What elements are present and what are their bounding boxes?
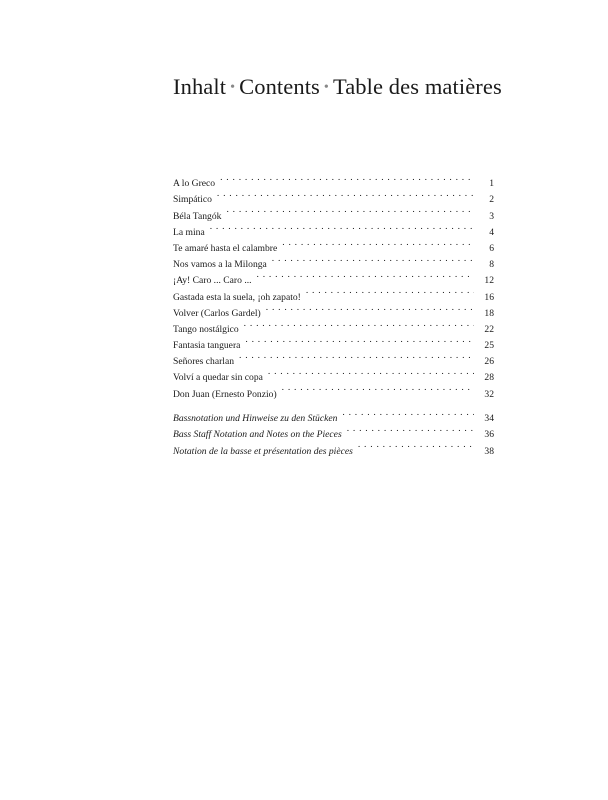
dot-leader [226,202,474,218]
toc-entry-page: 22 [484,323,494,335]
table-of-contents [173,170,494,400]
toc-entry-title: Volver (Carlos Gardel) [173,307,261,319]
toc-entry-title: Béla Tangók [173,210,222,222]
title-german: Inhalt [173,74,227,99]
dot-leader [347,421,474,437]
toc-entry[interactable] [173,170,494,190]
dot-leader [358,437,474,453]
dot-leader [282,380,474,396]
toc-entry-page: 26 [484,356,494,368]
title-english: Contents [239,74,320,99]
dot-leader [217,186,474,202]
toc-entry-page: 6 [489,242,494,254]
toc-entry-title: Tango nostálgico [173,323,239,335]
title-separator: • [323,80,329,95]
toc-entry-page: 12 [484,275,494,287]
dot-leader [239,348,474,364]
dot-leader [220,170,474,186]
dot-leader [342,405,474,421]
toc-entry-title: Volví a quedar sin copa [173,372,263,384]
toc-entry-title: Gastada esta la suela, ¡oh zapato! [173,291,301,303]
appendix-contents [173,405,494,457]
appendix-entry[interactable] [173,405,494,425]
toc-entry-page: 8 [489,259,494,271]
toc-entry-title: Don Juan (Ernesto Ponzio) [173,388,277,400]
toc-entry-page: 28 [484,372,494,384]
appendix-entry-title: Bass Staff Notation and Notes on the Pieces [173,429,342,441]
toc-entry-title: La mina [173,226,205,238]
toc-entry-title: Te amaré hasta el calambre [173,242,278,254]
toc-entry[interactable] [173,202,494,222]
toc-entry-page: 18 [484,307,494,319]
dot-leader [282,235,474,251]
dot-leader [244,316,474,332]
dot-leader [245,332,474,348]
toc-entry-page: 25 [484,340,494,352]
toc-entry-page: 16 [484,291,494,303]
dot-leader [210,219,474,235]
dot-leader [268,364,474,380]
dot-leader [266,300,474,316]
toc-entry-page: 3 [489,210,494,222]
toc-entry[interactable] [173,219,494,238]
dot-leader [257,267,474,283]
appendix-entry-page: 34 [484,413,494,425]
toc-entry-title: Simpático [173,194,212,206]
toc-entry-page: 2 [489,194,494,206]
toc-entry-title: ¡Ay! Caro ... Caro ... [173,275,252,287]
appendix-entry-title: Bassnotation und Hinweise zu den Stücken [173,413,338,425]
page-title [173,74,502,100]
appendix-entry-page: 36 [484,429,494,441]
toc-entry-title: Señores charlan [173,356,235,368]
dot-leader [272,251,474,267]
toc-entry-page: 4 [489,226,494,238]
toc-entry-title: A lo Greco [173,178,216,190]
toc-entry-title: Nos vamos a la Milonga [173,259,267,271]
appendix-entry-page: 38 [484,445,494,457]
toc-entry-title: Fantasia tanguera [173,340,241,352]
dot-leader [306,283,474,299]
toc-entry-page: 1 [489,178,494,190]
title-separator: • [230,80,236,95]
title-french: Table des matières [332,74,502,99]
toc-entry[interactable] [173,235,494,254]
toc-entry[interactable] [173,186,494,206]
toc-entry-page: 32 [484,388,494,400]
appendix-entry-title: Notation de la basse et présentation des pièces [173,445,353,457]
